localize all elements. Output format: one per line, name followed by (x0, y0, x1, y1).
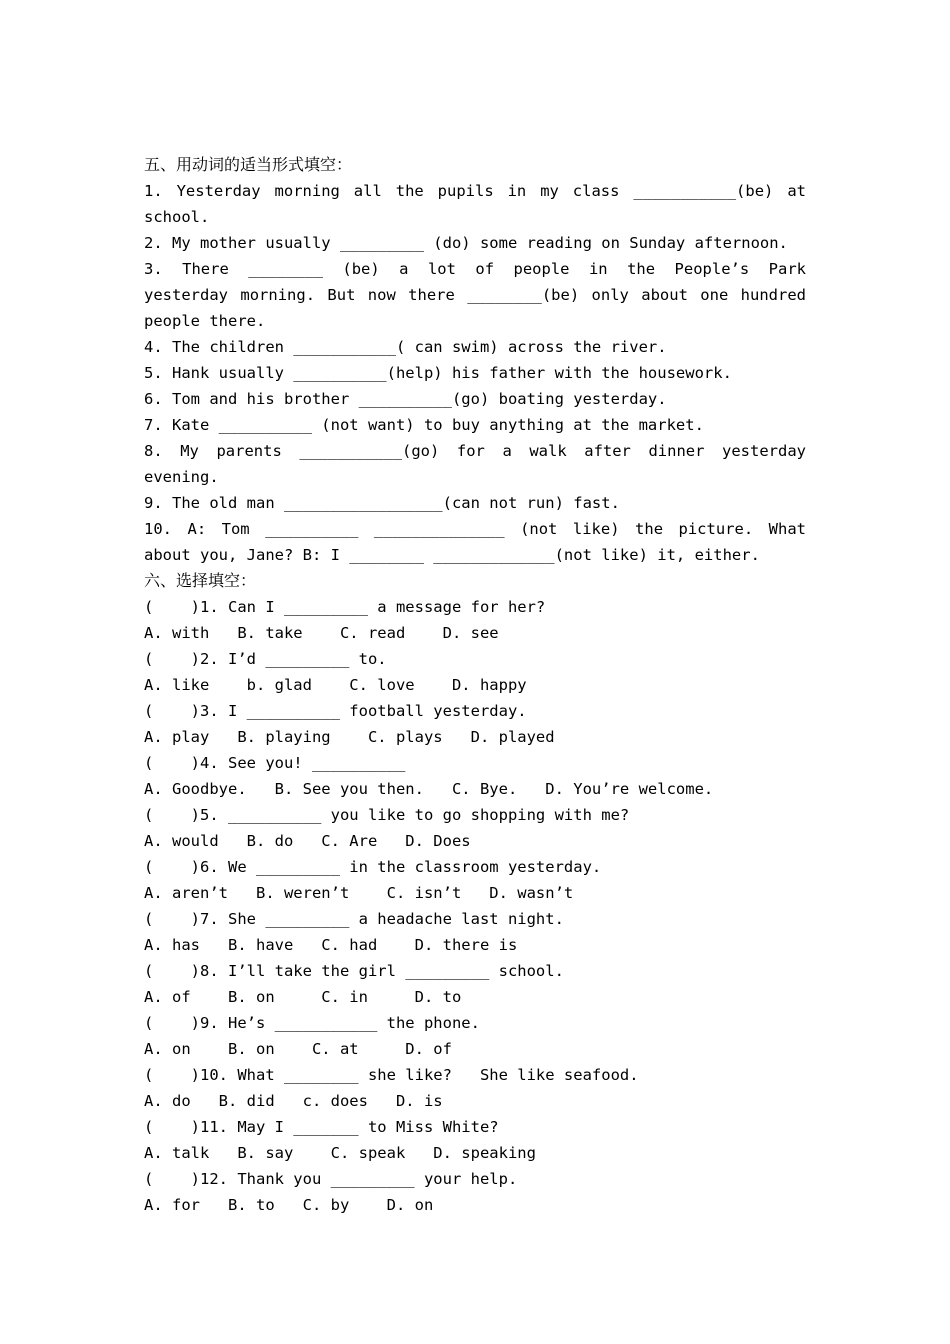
exercise-line: 3. There ________ (be) a lot of people in the People’s Park (144, 260, 806, 278)
options-line: A. on B. on C. at D. of (144, 1040, 452, 1058)
section-6-multiple-choice (144, 594, 806, 1218)
exercise-line: 1. Yesterday morning all the pupils in my class ___________(be) at (144, 182, 806, 200)
exercise-line: 5. Hank usually __________(help) his father with the housework. (144, 364, 732, 382)
exercise-line: 9. The old man _________________(can not run) fast. (144, 494, 620, 512)
question-line: ( )6. We _________ in the classroom yesterday. (144, 858, 602, 876)
section-5-fill-in-exercises (144, 178, 806, 568)
options-line: A. for B. to C. by D. on (144, 1196, 434, 1214)
exercise-line: 2. My mother usually _________ (do) some reading on Sunday afternoon. (144, 234, 788, 252)
options-line: A. talk B. say C. speak D. speaking (144, 1144, 536, 1162)
question-line: ( )9. He’s ___________ the phone. (144, 1014, 480, 1032)
exercise-line: 4. The children ___________( can swim) across the river. (144, 338, 667, 356)
section-6-heading: 六、选择填空： (144, 571, 257, 590)
worksheet-page (144, 152, 806, 1218)
options-line: A. of B. on C. in D. to (144, 988, 462, 1006)
exercise-line: 10. A: Tom __________ ______________ (not like) the picture. What (144, 520, 806, 538)
question-line: ( )12. Thank you _________ your help. (144, 1170, 518, 1188)
question-line: ( )3. I __________ football yesterday. (144, 702, 527, 720)
question-line: ( )8. I’ll take the girl _________ school. (144, 962, 564, 980)
exercise-line: 8. My parents ___________(go) for a walk after dinner yesterday (144, 442, 806, 460)
exercise-line: people there. (144, 312, 266, 330)
options-line: A. Goodbye. B. See you then. C. Bye. D. You’re welcome. (144, 780, 714, 798)
options-line: A. has B. have C. had D. there is (144, 936, 518, 954)
section-5-heading: 五、用动词的适当形式填空： (144, 155, 353, 174)
exercise-line: evening. (144, 468, 219, 486)
options-line: A. play B. playing C. plays D. played (144, 728, 555, 746)
question-line: ( )7. She _________ a headache last night. (144, 910, 564, 928)
options-line: A. do B. did c. does D. is (144, 1092, 443, 1110)
question-line: ( )4. See you! __________ (144, 754, 406, 772)
exercise-line: yesterday morning. But now there ________(be) only about one hundred (144, 286, 806, 304)
question-line: ( )5. __________ you like to go shopping with me? (144, 806, 630, 824)
question-line: ( )2. I’d _________ to. (144, 650, 387, 668)
options-line: A. aren’t B. weren’t C. isn’t D. wasn’t (144, 884, 574, 902)
exercise-line: 7. Kate __________ (not want) to buy anything at the market. (144, 416, 704, 434)
question-line: ( )10. What ________ she like? She like seafood. (144, 1066, 639, 1084)
options-line: A. like b. glad C. love D. happy (144, 676, 527, 694)
exercise-line: about you, Jane? B: I ________ _____________(not like) it, either. (144, 546, 760, 564)
exercise-line: 6. Tom and his brother __________(go) boating yesterday. (144, 390, 667, 408)
exercise-line: school. (144, 208, 210, 226)
options-line: A. with B. take C. read D. see (144, 624, 499, 642)
question-line: ( )1. Can I _________ a message for her? (144, 598, 546, 616)
question-line: ( )11. May I _______ to Miss White? (144, 1118, 499, 1136)
options-line: A. would B. do C. Are D. Does (144, 832, 471, 850)
